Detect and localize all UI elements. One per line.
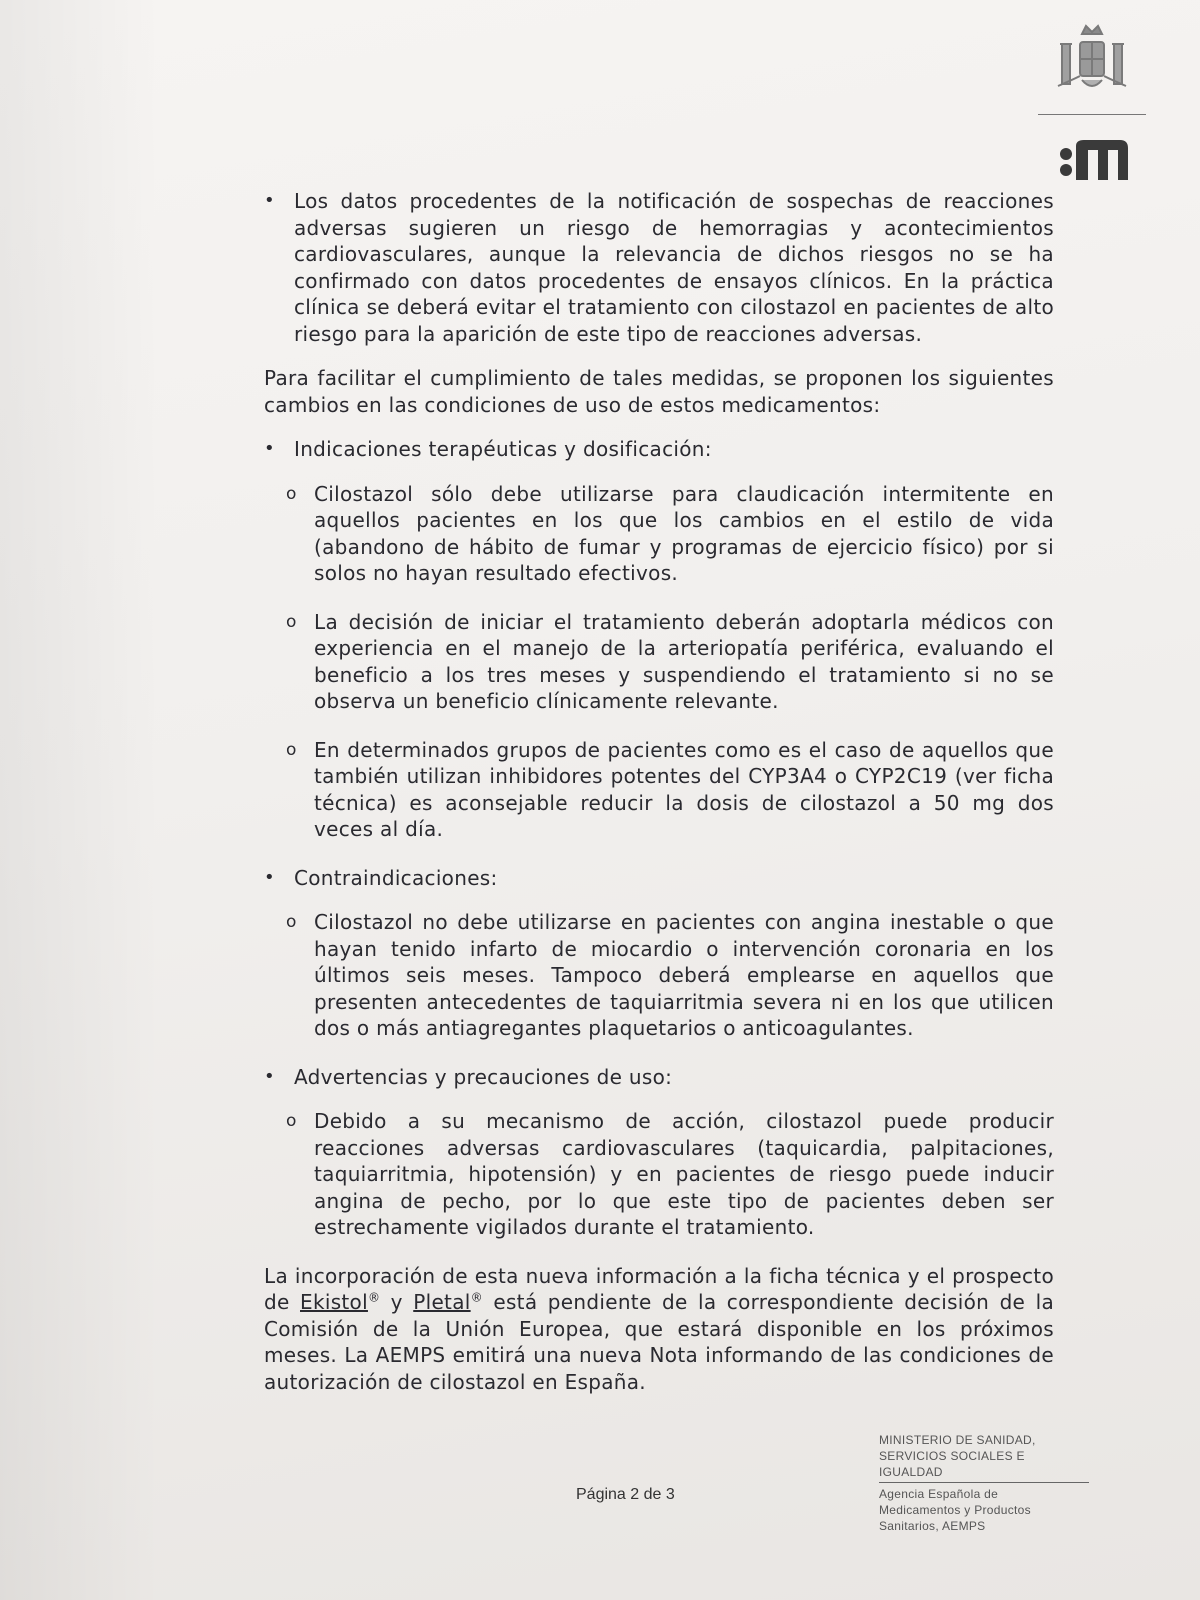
stamp-line: SERVICIOS SOCIALES E — [879, 1449, 1025, 1463]
registered-mark: ® — [470, 1290, 483, 1305]
page-number: Página 2 de 3 — [576, 1486, 675, 1503]
document-body — [264, 188, 1054, 1395]
ministry-stamp — [879, 1432, 1089, 1534]
list-item: o Cilostazol sólo debe utilizarse para claudicación intermitente en aquellos pacientes en los que los cambios en el estilo de vida (abandono de hábito de fumar y programas de ejercicio físico) por si solos no hayan resultado efectivos. — [264, 481, 1054, 587]
closing-text: está pendiente de la correspondiente decisión de la Comisión de la Unión Europea, que estará disponible en los próximos meses. La AEMPS emitirá una nueva Nota informando de las condiciones de autorización de cilostazol en España. — [264, 1290, 1054, 1394]
aemps-logo-icon — [1058, 136, 1132, 182]
intro-paragraph: Para facilitar el cumplimiento de tales medidas, se proponen los siguientes cambios en las condiciones de uso de estos medicamentos: — [264, 366, 1054, 417]
header-rule — [1038, 114, 1146, 115]
closing-text: La incorporación de esta nueva información a la ficha técnica y el prospecto de — [264, 1263, 1054, 1314]
list-item: o Debido a su mecanismo de acción, cilostazol puede producir reacciones adversas cardiovasculares (taquicardia, palpitaciones, taquiarritmia, hipotensión) y en pacientes de riesgo puede inducir angina de pecho, por lo que este tipo de pacientes deben ser estrechamente vigilados durante el tratamiento. — [264, 1108, 1054, 1241]
closing-text: y — [380, 1290, 414, 1314]
brand-pletal: Pletal — [413, 1290, 471, 1314]
stamp-line: Sanitarios, AEMPS — [879, 1519, 986, 1533]
registered-mark: ® — [367, 1290, 381, 1305]
section-title: • Indicaciones terapéuticas y dosificación: — [264, 436, 1054, 463]
section-title: • Contraindicaciones: — [264, 865, 1054, 892]
stamp-line: MINISTERIO DE SANIDAD, — [879, 1433, 1036, 1447]
stamp-line: IGUALDAD — [879, 1465, 943, 1479]
section-title: • Advertencias y precauciones de uso: — [264, 1064, 1054, 1091]
list-item: o En determinados grupos de pacientes como es el caso de aquellos que también utilizan inhibidores potentes del CYP3A4 o CYP2C19 (ver ficha técnica) es aconsejable reducir la dosis de cilostazol a 50 mg dos veces al día. — [264, 737, 1054, 843]
stamp-line: Agencia Española de — [879, 1487, 999, 1501]
stamp-rule — [879, 1482, 1089, 1483]
list-item: o Cilostazol no debe utilizarse en pacientes con angina inestable o que hayan tenido infarto de miocardio o intervención coronaria en los últimos seis meses. Tampoco deberá emplearse en aquellos que presenten antecedentes de taquiarritmia severa ni en los que utilicen dos o más antiagregantes plaquetarios o anticoagulantes. — [264, 909, 1054, 1042]
stamp-line: Medicamentos y Productos — [879, 1503, 1031, 1517]
brand-ekistol: Ekistol — [300, 1290, 368, 1314]
closing-paragraph — [264, 1263, 1054, 1396]
coat-of-arms-icon — [1052, 20, 1132, 102]
page-shadow — [0, 0, 160, 1600]
list-item: o La decisión de iniciar el tratamiento deberán adoptarla médicos con experiencia en el manejo de la arteriopatía periférica, evaluando el beneficio a los tres meses y suspendiendo el tratamiento si no se observa un beneficio clínicamente relevante. — [264, 609, 1054, 715]
bullet-intro: • Los datos procedentes de la notificación de sospechas de reacciones adversas sugieren un riesgo de hemorragias y acontecimientos cardiovasculares, aunque la relevancia de dichos riesgos no se ha confirmado con datos procedentes de ensayos clínicos. En la práctica clínica se deberá evitar el tratamiento con cilostazol en pacientes de alto riesgo para la aparición de este tipo de reacciones adversas. — [264, 188, 1054, 347]
